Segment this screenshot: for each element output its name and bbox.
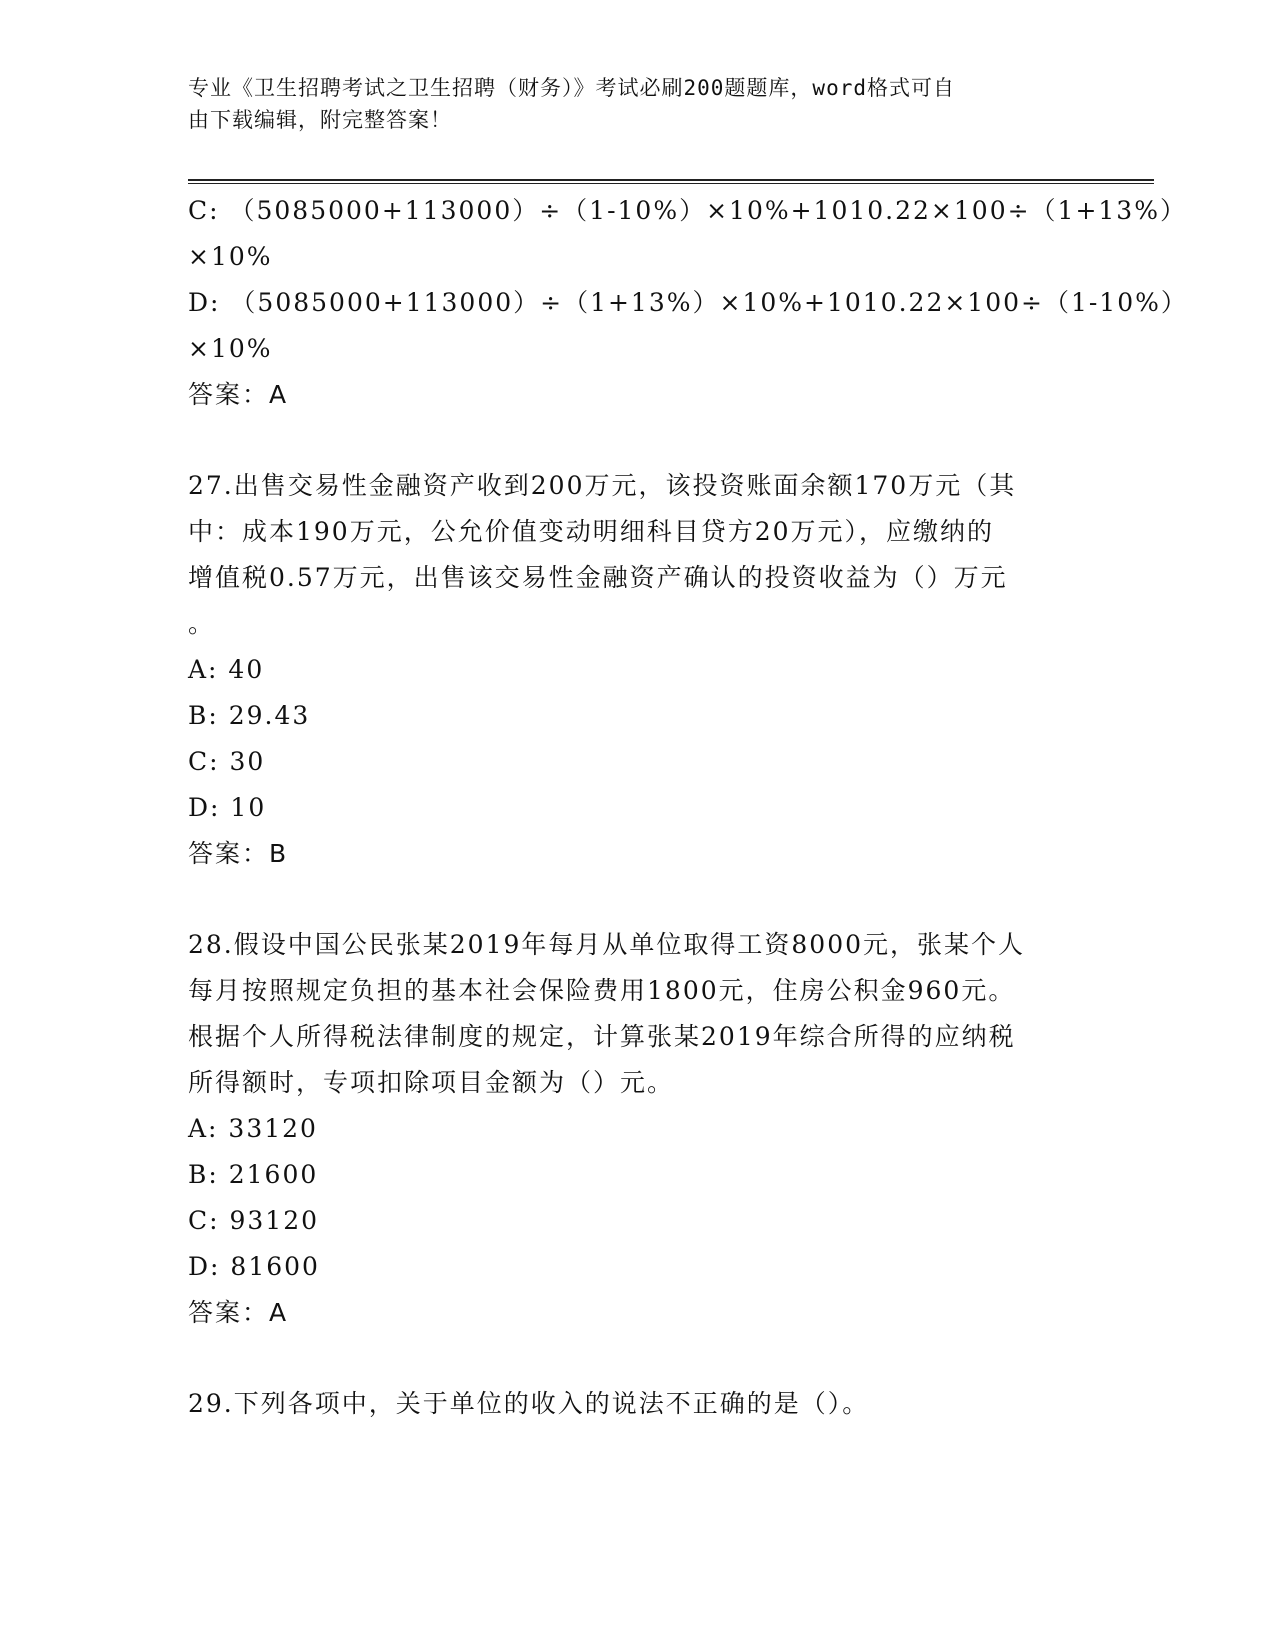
document-body xyxy=(188,188,1188,1427)
question-text-line: 所得额时，专项扣除项目金额为（）元。 xyxy=(188,1068,675,1097)
question-text-line: 增值税0.57万元，出售该交易性金融资产确认的投资收益为（）万元 xyxy=(188,563,1008,592)
option-a: A: 33120 xyxy=(188,1114,318,1143)
option-d: D: 10 xyxy=(188,793,267,822)
question-text-line: 27.出售交易性金融资产收到200万元，该投资账面余额170万元（其 xyxy=(188,471,1017,500)
option-a: A: 40 xyxy=(188,655,265,684)
option-d: D: （5085000+113000）÷（1+13%）×10%+1010.22×100÷（1-10%） xyxy=(188,288,1188,317)
header-divider-thick xyxy=(188,179,1154,181)
spacer xyxy=(188,877,1088,922)
header-line-2: 由下载编辑，附完整答案！ xyxy=(188,108,452,132)
spacer xyxy=(188,418,1088,463)
question-text-line: 每月按照规定负担的基本社会保险费用1800元，住房公积金960元。 xyxy=(188,976,1016,1005)
document-header xyxy=(188,72,1068,136)
header-divider-thin xyxy=(188,183,1154,184)
spacer xyxy=(188,1336,1088,1381)
option-c: C: 93120 xyxy=(188,1206,320,1235)
question-text-line: 28.假设中国公民张某2019年每月从单位取得工资8000元，张某个人 xyxy=(188,930,1026,959)
question-28 xyxy=(188,922,1088,1336)
option-c: C: 30 xyxy=(188,747,266,776)
question-text-line: 中：成本190万元，公允价值变动明细科目贷方20万元），应缴纳的 xyxy=(188,517,995,546)
question-29 xyxy=(188,1381,1088,1427)
option-c-continued: ×10% xyxy=(188,242,273,271)
option-b: B: 21600 xyxy=(188,1160,319,1189)
answer: 答案：A xyxy=(188,380,289,409)
answer: 答案：B xyxy=(188,839,289,868)
option-d-continued: ×10% xyxy=(188,334,273,363)
question-text-line: 。 xyxy=(188,609,216,638)
question-text-line: 根据个人所得税法律制度的规定，计算张某2019年综合所得的应纳税 xyxy=(188,1022,1016,1051)
option-b: B: 29.43 xyxy=(188,701,311,730)
option-d: D: 81600 xyxy=(188,1252,320,1281)
question-27 xyxy=(188,463,1088,877)
option-c: C: （5085000+113000）÷（1-10%）×10%+1010.22×100÷（1+13%） xyxy=(188,196,1187,225)
answer: 答案：A xyxy=(188,1298,289,1327)
question-text-line: 29.下列各项中，关于单位的收入的说法不正确的是（）。 xyxy=(188,1389,870,1418)
question-26-tail xyxy=(188,188,1188,418)
header-line-1: 专业《卫生招聘考试之卫生招聘（财务）》考试必刷200题题库，word格式可自 xyxy=(188,76,955,100)
